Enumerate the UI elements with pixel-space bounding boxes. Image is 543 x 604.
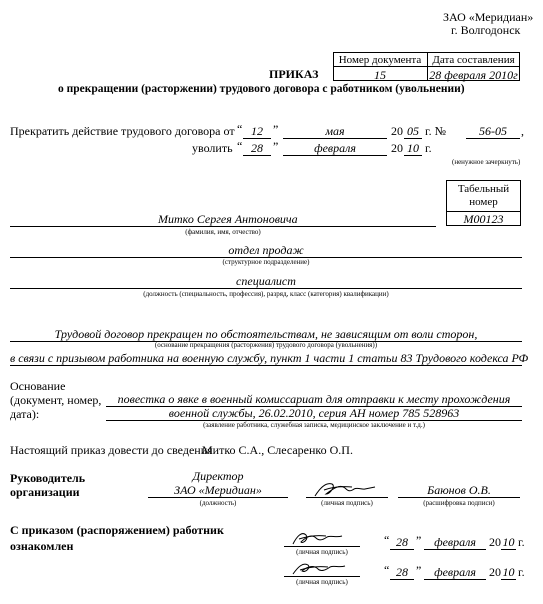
notice-text: Настоящий приказ довести до сведения xyxy=(10,443,213,457)
ack-month-line-1 xyxy=(424,549,486,550)
head-label-2: организации xyxy=(10,485,80,499)
dismiss-year-prefix: 20 xyxy=(391,141,403,155)
ack-label-2: ознакомлен xyxy=(10,539,74,553)
quote-open: “ xyxy=(237,122,243,136)
doc-number-value: 15 xyxy=(374,68,386,82)
position-value: специалист xyxy=(236,274,296,288)
head-signature-line xyxy=(306,497,388,498)
quote-open: “ xyxy=(384,533,390,547)
basis-line-1: повестка о явке в военный комиссариат для отправки к месту прохождения xyxy=(117,392,511,406)
ack-day-2: 28 xyxy=(396,565,408,579)
position-caption: (должность (специальность, профессия), разряд, класс (категория) квалификации) xyxy=(143,290,389,298)
employee-name: Митко Сергея Антоновича xyxy=(158,212,298,226)
terminate-number: 56-05 xyxy=(479,124,507,138)
head-label-1: Руководитель xyxy=(10,471,86,485)
head-position-caption: (должность) xyxy=(199,499,237,507)
tab-number-header-1: Табельный xyxy=(457,183,510,195)
dismiss-day-line xyxy=(243,155,271,156)
terminate-day-line xyxy=(243,138,271,139)
ack-month-line-2 xyxy=(424,579,486,580)
terminate-year-line xyxy=(404,138,422,139)
doc-number-header: Номер документа xyxy=(338,54,422,66)
ack-month-2: февраля xyxy=(434,565,476,579)
tab-number-header-2: номер xyxy=(469,196,498,208)
head-position-line xyxy=(148,497,288,498)
ack-year-prefix-1: 20 xyxy=(489,535,501,549)
ack-signature-line-1 xyxy=(284,546,360,547)
ack-year-suffix-2: 10 xyxy=(502,565,515,579)
dismiss-note: (ненужное зачеркнуть) xyxy=(452,158,521,166)
employee-line xyxy=(10,226,436,227)
ack-signature-image-1 xyxy=(290,528,350,548)
dismiss-year-suffix: 10 xyxy=(407,141,419,155)
ack-day-line-1 xyxy=(390,549,414,550)
comma: , xyxy=(521,124,524,138)
terminate-number-line xyxy=(466,138,520,139)
head-name-line xyxy=(398,497,520,498)
quote-open: “ xyxy=(384,563,390,577)
dismiss-day: 28 xyxy=(251,141,263,155)
basis-label-1: Основание xyxy=(10,379,66,393)
ack-year-prefix-2: 20 xyxy=(489,565,501,579)
ack-signature-caption-2: (личная подпись) xyxy=(296,578,348,586)
ack-year-line-1 xyxy=(501,549,516,550)
page-subtitle: о прекращении (расторжении) трудового договора с работником (увольнении) xyxy=(58,83,465,95)
ack-day-1: 28 xyxy=(396,535,408,549)
terminate-day: 12 xyxy=(251,124,263,138)
ack-year-suffix-1: 10 xyxy=(502,535,515,549)
head-position-1: Директор xyxy=(192,469,244,483)
employee-caption: (фамилия, имя, отчество) xyxy=(185,228,261,236)
terminate-year-suffix: 05 xyxy=(407,124,419,138)
department-caption: (структурное подразделение) xyxy=(222,258,310,266)
quote-close: ” xyxy=(416,533,422,547)
quote-close: ” xyxy=(273,122,279,136)
grounds-line-1: Трудовой договор прекращен по обстоятельствам, не зависящим от воли сторон, xyxy=(54,327,478,341)
ack-label-1: С приказом (распоряжением) работник xyxy=(10,523,224,537)
ack-signature-caption-1: (личная подпись) xyxy=(296,548,348,556)
position-line xyxy=(10,288,522,289)
terminate-month-line xyxy=(283,138,387,139)
org-city: г. Волгодонск xyxy=(451,23,521,37)
doc-date-value: 28 февраля 2010г xyxy=(429,68,518,82)
head-signature-caption: (личная подпись) xyxy=(321,499,373,507)
notice-names: Митко С.А., Слесаренко О.П. xyxy=(202,443,353,457)
ack-signature-image-2 xyxy=(290,558,350,578)
ack-year-line-2 xyxy=(501,579,516,580)
org-name: ЗАО «Меридиан» xyxy=(443,10,534,24)
terminate-number-label: г. № xyxy=(425,124,447,138)
doc-date-header: Дата составления xyxy=(432,54,515,66)
terminate-year-prefix: 20 xyxy=(391,124,403,138)
terminate-label: Прекратить действие трудового договора от xyxy=(10,124,235,138)
head-position-2: ЗАО «Меридиан» xyxy=(174,483,262,497)
quote-open: “ xyxy=(237,139,243,153)
terminate-month: мая xyxy=(325,124,345,138)
quote-close: ” xyxy=(273,139,279,153)
dismiss-year-line xyxy=(404,155,422,156)
grounds-line-2-rule xyxy=(10,365,522,366)
ack-month-1: февраля xyxy=(434,535,476,549)
grounds-caption: (основание прекращения (расторжения) трудового договора (увольнения)) xyxy=(154,341,378,349)
basis-label-3: дата): xyxy=(10,407,40,421)
ack-year-label-2: г. xyxy=(518,565,525,579)
head-name-caption: (расшифровка подписи) xyxy=(423,499,495,507)
ack-signature-line-2 xyxy=(284,576,360,577)
page-title: ПРИКАЗ xyxy=(269,67,319,81)
quote-close: ” xyxy=(416,563,422,577)
dismiss-month-line xyxy=(283,155,387,156)
basis-line-2: военной службы, 26.02.2010, серия АН номер 785 528963 xyxy=(168,406,460,420)
grounds-line-2: в связи с призывом работника на военную службу, пункт 1 части 1 статьи 83 Трудового кодекса РФ xyxy=(10,351,529,365)
dismiss-year-label: г. xyxy=(425,141,432,155)
ack-day-line-2 xyxy=(390,579,414,580)
basis-caption: (заявление работника, служебная записка, медицинское заключение и т.д.) xyxy=(203,421,425,429)
ack-year-label-1: г. xyxy=(518,535,525,549)
dismiss-month: февраля xyxy=(314,141,356,155)
tab-number-value: М00123 xyxy=(463,212,504,226)
basis-label-2: (документ, номер, xyxy=(10,393,102,407)
dismiss-label: уволить xyxy=(192,141,233,155)
department-value: отдел продаж xyxy=(228,243,304,257)
head-name: Баюнов О.В. xyxy=(427,483,491,497)
